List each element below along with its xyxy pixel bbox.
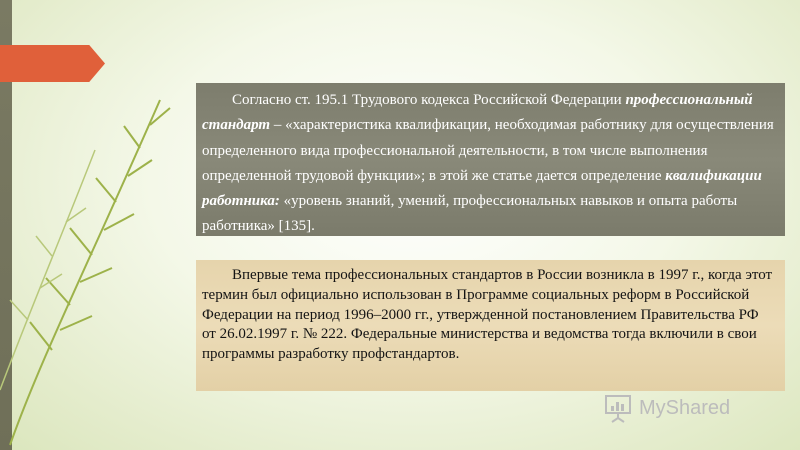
watermark — [603, 390, 773, 426]
definition-end: «уровень знаний, умений, профессиональных навыков и опыта работы работника» [135]. — [202, 193, 738, 235]
fern-decoration-icon — [0, 60, 200, 450]
definition-text-box — [196, 83, 785, 236]
presentation-board-icon — [603, 392, 633, 424]
history-paragraph: Впервые тема профессиональных стандартов в России возникла в 1997 г., когда этот термин был официально использован в Программе социальных реформ в Российской Федерации на период 1996–2000 гг., утвержденной постановлением Правительства РФ от 26.02.1997 г. № 222. Федеральные министерства и ведомства тогда включили в свои программы разработку профстандартов. — [202, 267, 773, 363]
history-text-box — [196, 260, 785, 391]
term-worker-qualification: квалификации работника: — [202, 167, 762, 210]
definition-body: – «характеристика квалификации, необходимая работнику для осуществления определенного вида профессиональной деятельности, в том числе выполнения определенной трудовой функции»; в этой же статье дается определение — [202, 117, 774, 184]
watermark-label: MyShared — [639, 396, 731, 419]
definition-paragraph — [202, 88, 777, 240]
term-professional-standard: профессиональный стандарт — [202, 92, 753, 134]
definition-intro: Согласно ст. 195.1 Трудового кодекса Российской Федерации — [232, 92, 622, 108]
